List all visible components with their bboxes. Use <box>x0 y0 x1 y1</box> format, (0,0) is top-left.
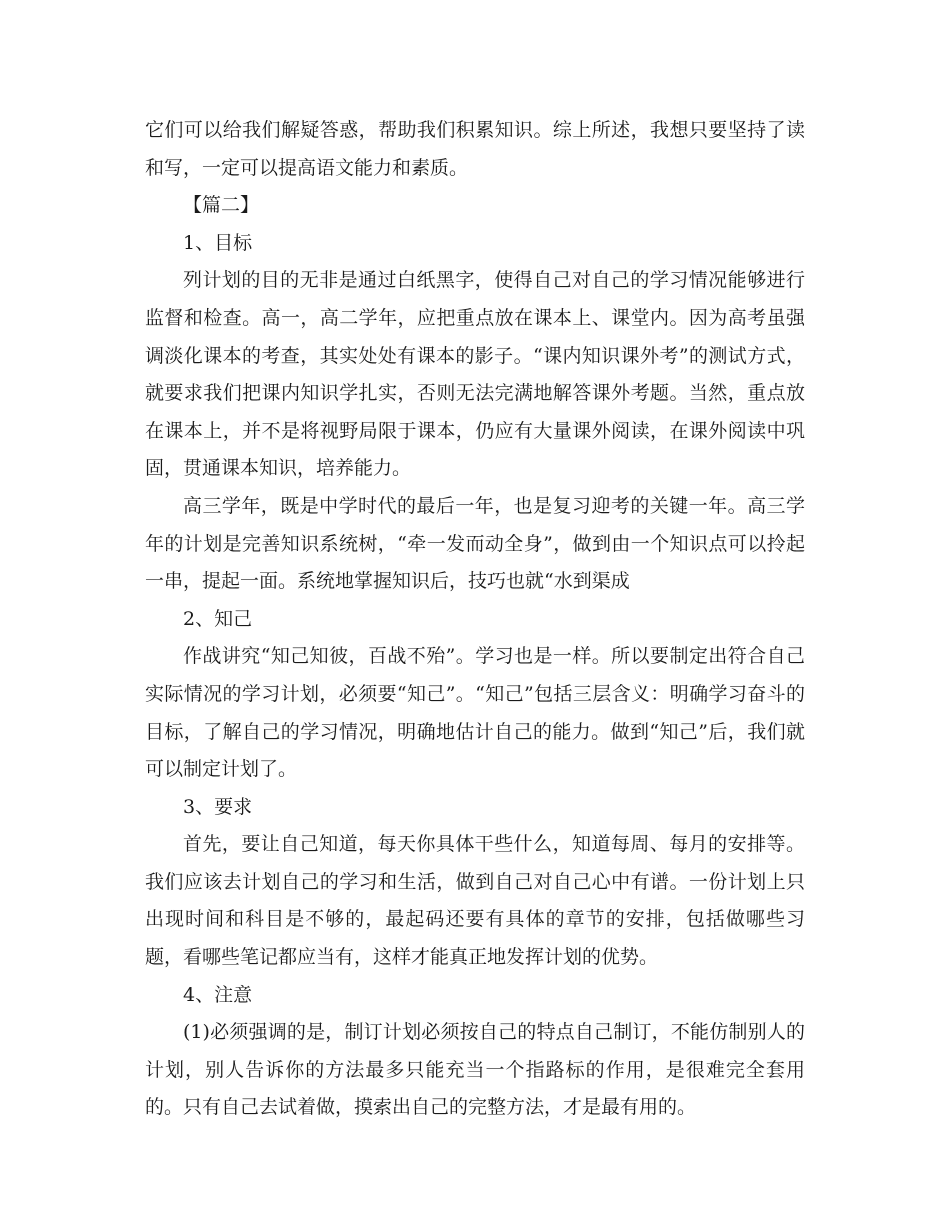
paragraph-notes-1: (1)必须强调的是，制订计划必须按自己的特点自己制订，不能仿制别人的计划，别人告诉你的方法最多只能充当一个指路标的作用，是很难完全套用的。只有自己去试着做，摸索出自己的完整方法，才是最有用的。 <box>145 1021 805 1119</box>
heading-requirements: 3、要求 <box>183 795 253 818</box>
heading-notes: 4、注意 <box>183 983 253 1006</box>
paragraph-senior-year: 高三学年，既是中学时代的最后一年，也是复习迎考的关键一年。高三学年的计划是完善知识系统树，“牵一发而动全身”，做到由一个知识点可以拎起一串，提起一面。系统地掌握知识后，技巧也就“水到渠成 <box>145 494 805 593</box>
heading-know-yourself: 2、知己 <box>183 607 253 630</box>
heading-goal: 1、目标 <box>183 231 253 254</box>
paragraph-know-yourself: 作战讲究“知己知彼，百战不殆”。学习也是一样。所以要制定出符合自己实际情况的学习计划，必须要“知己”。“知己”包括三层含义：明确学习奋斗的目标，了解自己的学习情况，明确地估计自己的能力。做到“知己”后，我们就可以制定计划了。 <box>145 645 805 781</box>
paragraph-intro-conclusion: 它们可以给我们解疑答惑，帮助我们积累知识。综上所述，我想只要坚持了读和写，一定可以提高语文能力和素质。 <box>145 119 805 179</box>
paragraph-requirements: 首先，要让自己知道，每天你具体干些什么，知道每周、每月的安排等。我们应该去计划自己的学习和生活，做到自己对自己心中有谱。一份计划上只出现时间和科目是不够的，最起码还要有具体的章节的安排，包括做哪些习题，看哪些笔记都应当有，这样才能真正地发挥计划的优势。 <box>145 833 805 969</box>
section-heading-part-two: 【篇二】 <box>183 194 260 217</box>
document-body <box>145 112 805 1127</box>
paragraph-goal: 列计划的目的无非是通过白纸黑字，使得自己对自己的学习情况能够进行监督和检查。高一，高二学年，应把重点放在课本上、课堂内。因为高考虽强调淡化课本的考查，其实处处有课本的影子。“课内知识课外考”的测试方式，就要求我们把课内知识学扎实，否则无法完满地解答课外考题。当然，重点放在课本上，并不是将视野局限于课本，仍应有大量课外阅读，在课外阅读中巩固，贯通课本知识，培养能力。 <box>145 269 805 480</box>
